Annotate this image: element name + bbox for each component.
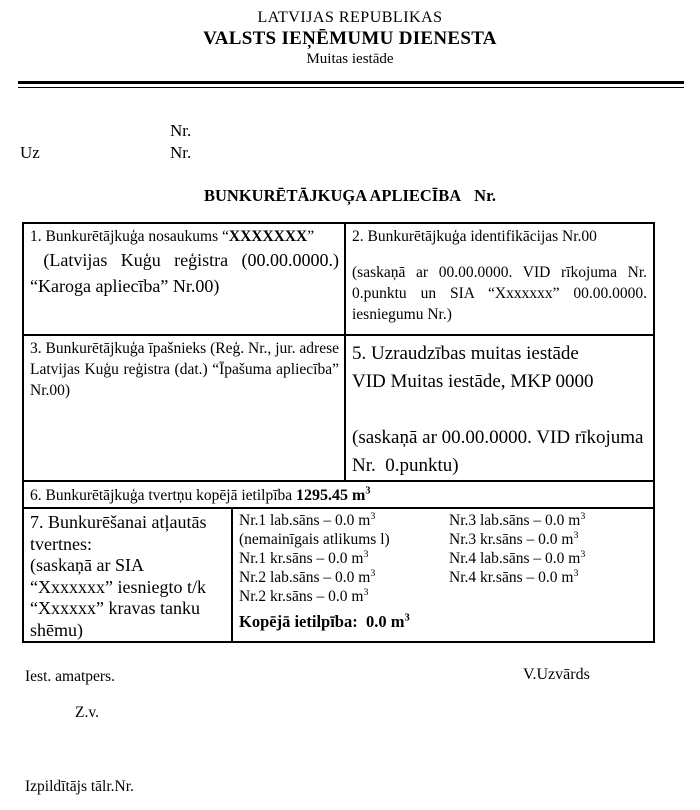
allowed-tanks-heading: 7. Bunkurēšanai atļautās tvertnes:	[30, 512, 207, 554]
ref-number-bottom: Nr.	[170, 143, 192, 162]
cell-customs-office	[346, 336, 653, 480]
tank-list-left	[239, 511, 390, 606]
tank-line: Nr.1 lab.sāns – 0.0 $m^3$	[239, 510, 376, 529]
allowed-tanks-note: (saskaņā ar SIA “Xxxxxxx” iesniegto t/k “Xxxxxx” kravas tanku shēmu)	[30, 555, 206, 640]
ref-number-top: Nr.	[170, 121, 192, 140]
letterhead-institution: VALSTS IEŅĒMUMU DIENESTA	[203, 28, 497, 49]
vessel-name-line	[30, 226, 339, 247]
vessel-name-label: 1. Bunkurētājkuģa nosaukums “	[30, 228, 229, 245]
tank-line: (nemainīgais atlikums l)	[239, 531, 390, 548]
tank-total-text: Kopējā ietilpība: 0.0 m	[239, 612, 405, 631]
total-capacity-label: 6. Bunkurētājkuģa tvertņu kopējā ietilpība	[30, 487, 297, 504]
tank-line: Nr.3 lab.sāns – 0.0 $m^3$	[449, 510, 586, 529]
footer-executor-phone: Izpildītājs tālr.Nr.	[25, 778, 134, 795]
footer-signature-name: V.Uzvārds	[523, 666, 590, 683]
vessel-name-value: XXXXXXX	[228, 228, 308, 245]
customs-office-note: (saskaņā ar 00.00.0000. VID rīkojuma Nr. 0.punktu)	[352, 427, 644, 476]
table-row-2	[24, 336, 653, 482]
cell-vessel-name	[24, 224, 346, 334]
tank-line: Nr.4 lab.sāns – 0.0 $m^3$	[449, 548, 586, 567]
footer-official-label: Iest. amatpers.	[25, 668, 115, 685]
tank-total	[239, 612, 410, 632]
document-title-text: BUNKURĒTĀJKUĢA APLIECĪBA	[203, 186, 462, 205]
footer-seal-label: Z.v.	[75, 704, 99, 721]
tank-line: Nr.1 kr.sāns – 0.0 $m^3$	[239, 548, 369, 567]
tank-line: Nr.2 kr.sāns – 0.0 $m^3$	[239, 586, 369, 605]
document-title	[0, 186, 700, 206]
document-title-nr: Nr.	[474, 186, 497, 205]
cell-allowed-tanks	[24, 509, 233, 641]
certificate-table	[22, 222, 655, 643]
vessel-id-line: 2. Bunkurētājkuģa identifikācijas Nr.00	[352, 228, 597, 245]
cell-tank-list	[233, 509, 653, 641]
total-capacity-sup: 3	[365, 485, 371, 497]
ref-uz-label: Uz	[20, 143, 40, 162]
tank-line: Nr.4 kr.sāns – 0.0 $m^3$	[449, 567, 579, 586]
letterhead	[0, 9, 700, 68]
tank-line: Nr.3 kr.sāns – 0.0 $m^3$	[449, 529, 579, 548]
vessel-name-quote: ”	[307, 228, 315, 245]
cell-owner	[24, 336, 346, 480]
letterhead-country: LATVIJAS REPUBLIKAS	[257, 9, 443, 26]
total-capacity-value	[296, 487, 370, 504]
customs-office-line2: VID Muitas iestāde, MKP 0000	[352, 371, 594, 392]
customs-office-line1: 5. Uzraudzības muitas iestāde	[352, 343, 579, 364]
tank-list-right	[449, 511, 585, 587]
vessel-registry-note: (Latvijas Kuģu reģistra (00.00.0000.) “Karoga apliecība” Nr.00)	[30, 250, 339, 296]
vessel-id-note: (saskaņā ar 00.00.0000. VID rīkojuma Nr. 0.punktu un SIA “Xxxxxxx” 00.00.0000. iesniegumu Nr.)	[352, 264, 647, 323]
letterhead-divider	[18, 81, 684, 88]
table-row-4	[24, 509, 653, 641]
tank-line: Nr.2 lab.sāns – 0.0 $m^3$	[239, 567, 376, 586]
cell-total-capacity	[24, 482, 653, 509]
letterhead-department: Muitas iestāde	[306, 51, 394, 67]
table-row-1	[24, 224, 653, 336]
total-capacity-number: 1295.45 m	[296, 487, 366, 504]
cell-vessel-id	[346, 224, 653, 334]
owner-note: 3. Bunkurētājkuģa īpašnieks (Reģ. Nr., jur. adrese Latvijas Kuģu reģistra (dat.) “Īpašuma apliecība” Nr.00)	[30, 340, 339, 399]
tank-total-sup: 3	[404, 612, 410, 624]
